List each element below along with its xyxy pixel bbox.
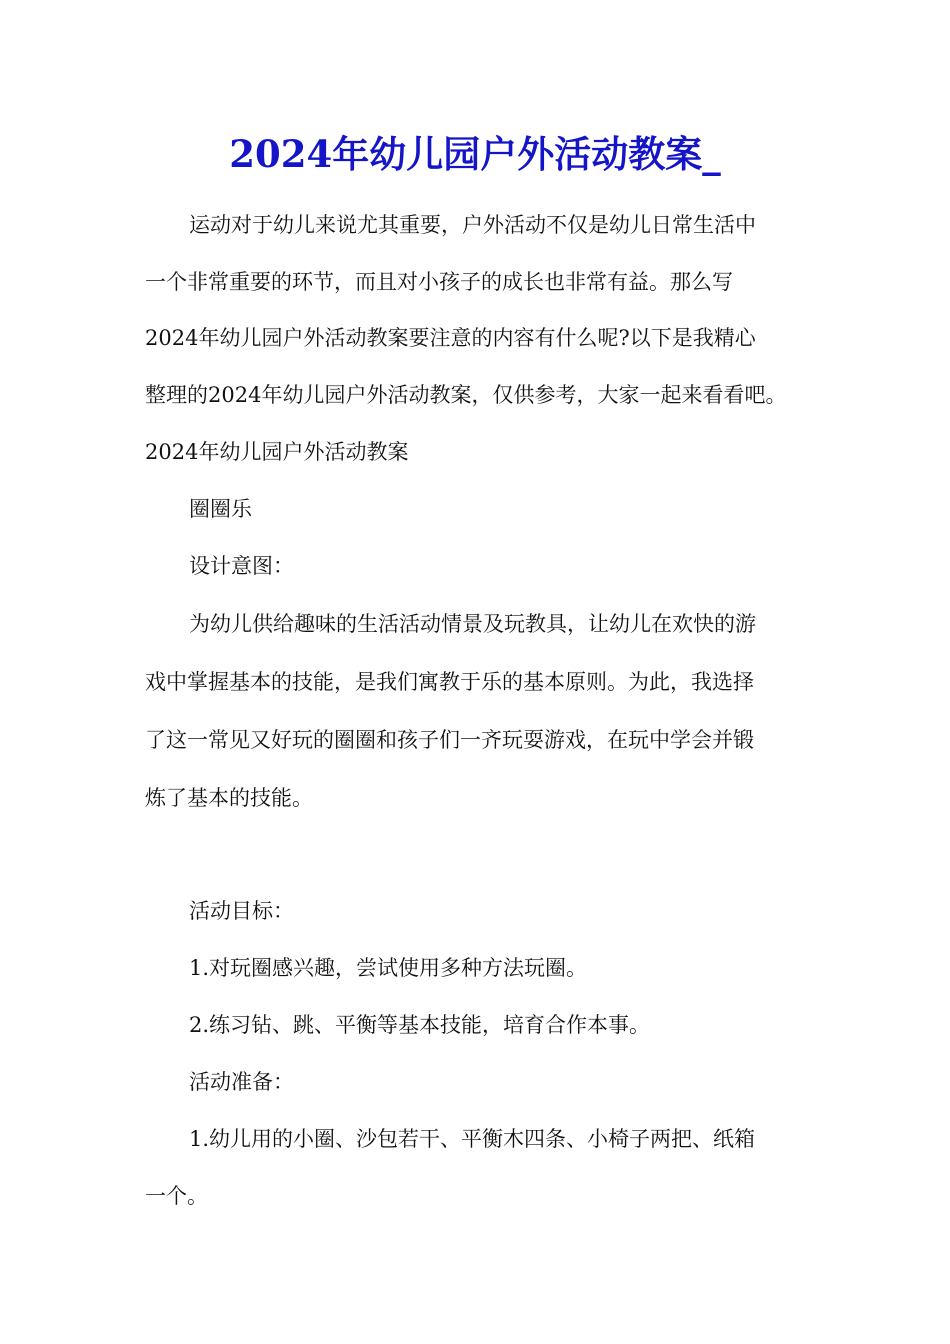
goal-item-2: 2.练习钻、跳、平衡等基本技能，培育合作本事。 [189,1013,651,1037]
activity-name: 圈圈乐 [189,497,252,521]
prep-line-2: 一个。 [145,1184,208,1208]
goal-item-1: 1.对玩圈感兴趣，尝试使用多种方法玩圈。 [189,956,588,980]
intro-line-2: 一个非常重要的环节，而且对小孩子的成长也非常有益。那么写 [145,270,733,294]
intro-line-1: 运动对于幼儿来说尤其重要，户外活动不仅是幼儿日常生活中 [189,213,756,237]
design-line-1: 为幼儿供给趣味的生活活动情景及玩教具，让幼儿在欢快的游 [189,612,756,636]
document-title: 2024年幼儿园户外活动教案_ [229,132,721,176]
design-line-3: 了这一常见又好玩的圈圈和孩子们一齐玩耍游戏，在玩中学会并锻 [145,728,754,752]
intro-line-3: 2024年幼儿园户外活动教案要注意的内容有什么呢?以下是我精心 [145,326,756,350]
goals-label: 活动目标： [189,899,294,923]
subheading: 2024年幼儿园户外活动教案 [145,440,409,464]
design-label: 设计意图： [189,554,294,578]
design-line-2: 戏中掌握基本的技能，是我们寓教于乐的基本原则。为此，我选择 [145,670,754,694]
prep-label: 活动准备： [189,1070,294,1094]
design-line-4: 炼了基本的技能。 [145,786,313,810]
prep-line-1: 1.幼儿用的小圈、沙包若干、平衡木四条、小椅子两把、纸箱 [189,1127,756,1151]
intro-line-4: 整理的2024年幼儿园户外活动教案，仅供参考，大家一起来看看吧。 [145,383,787,407]
